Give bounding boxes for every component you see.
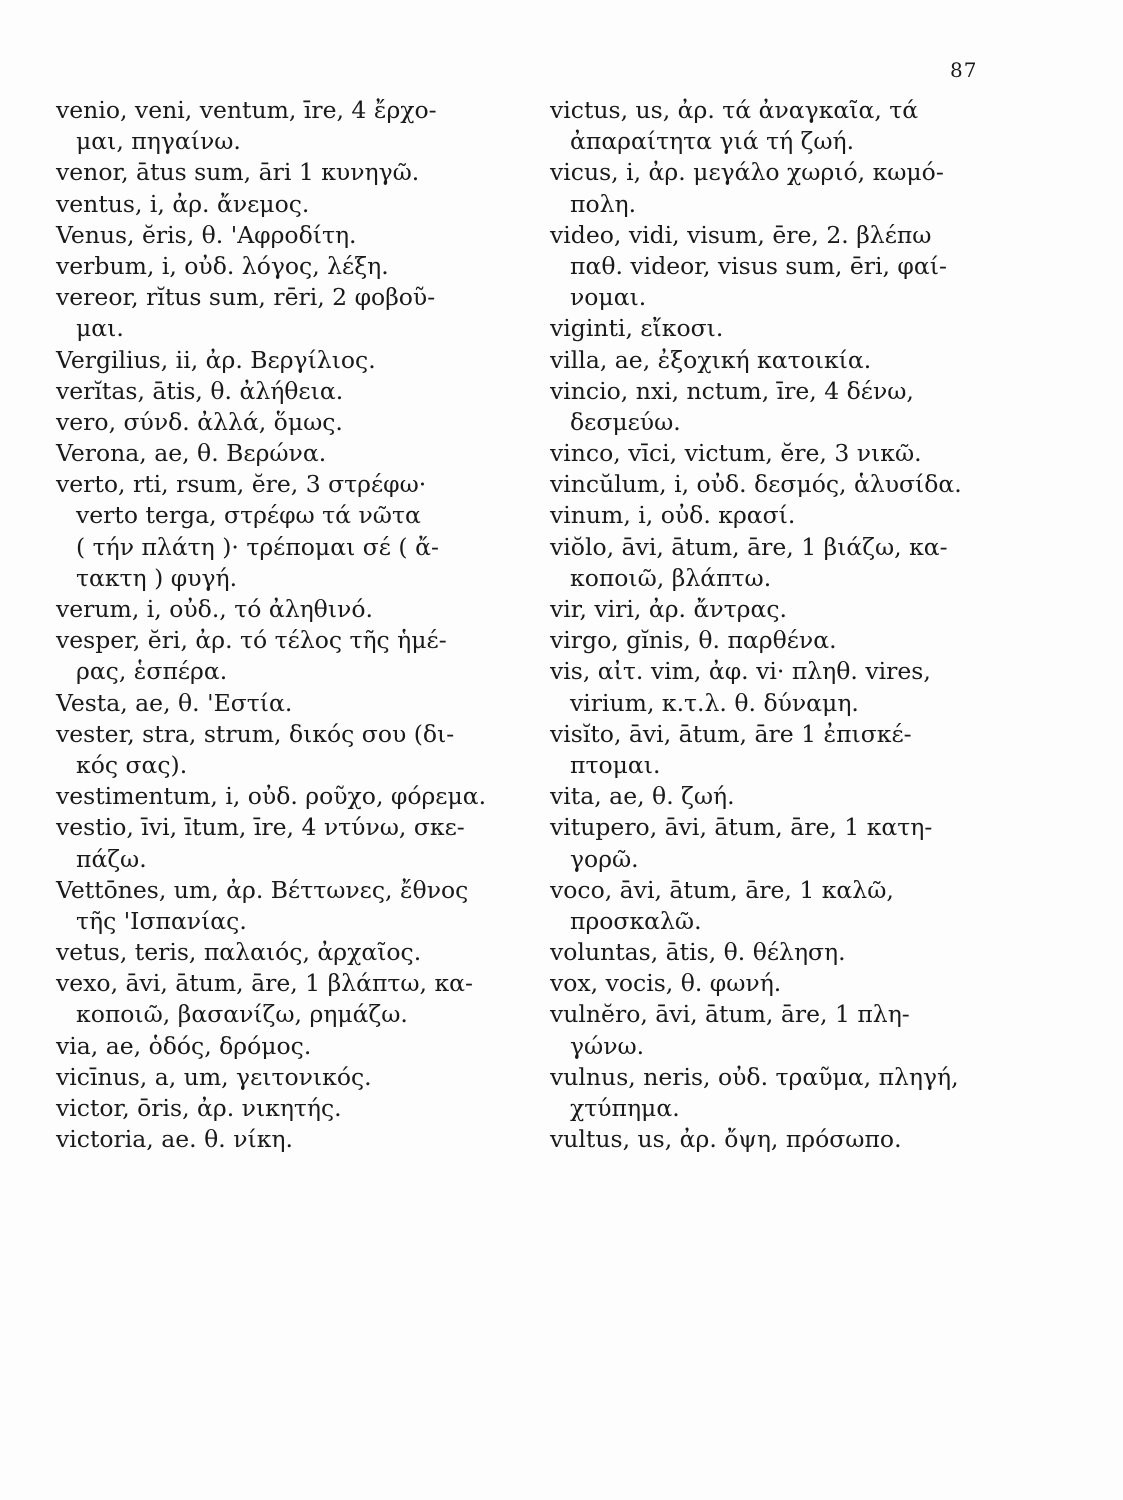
entry-line: vincŭlum, i, οὐδ. δεσμός, ἁλυσίδα. bbox=[550, 470, 962, 499]
entry-continuation-line: πάζω. bbox=[76, 844, 147, 873]
entry-line: vereor, rĭtus sum, rēri, 2 φοβοῦ- bbox=[56, 283, 436, 312]
entry-line: villa, ae, ἐξοχική κατοικία. bbox=[550, 345, 872, 374]
entry-continuation-line: πολη. bbox=[570, 189, 637, 218]
entry-line: Vesta, ae, θ. 'Εστία. bbox=[56, 688, 293, 717]
entry-continuation-line: τακτη ) φυγή. bbox=[76, 563, 238, 592]
entry-line: voco, āvi, ātum, āre, 1 καλῶ, bbox=[550, 875, 894, 904]
entry-line: vicus, i, ἀρ. μεγάλο χωριό, κωμό- bbox=[550, 158, 944, 187]
entry-continuation-line: ( τήν πλάτη )· τρέπομαι σέ ( ἄ- bbox=[76, 532, 439, 561]
entry-line: vulnus, neris, οὐδ. τραῦμα, πληγή, bbox=[550, 1062, 959, 1091]
entry-line: vitupero, āvi, ātum, āre, 1 κατη- bbox=[550, 813, 933, 842]
entry-line: vita, ae, θ. ζωή. bbox=[550, 782, 735, 811]
entry-continuation-line: verto terga, στρέφω τά νῶτα bbox=[76, 501, 421, 530]
entry-line: vestio, īvi, ītum, īre, 4 ντύνω, σκε- bbox=[56, 813, 465, 842]
entry-line: venio, veni, ventum, īre, 4 ἔρχο- bbox=[56, 96, 437, 124]
entry-line: verto, rti, rsum, ĕre, 3 στρέφω· bbox=[56, 470, 427, 499]
right-column bbox=[550, 95, 990, 1155]
entry-line: venor, ātus sum, āri 1 κυνηγῶ. bbox=[56, 158, 420, 187]
entry-line: vesper, ĕri, ἀρ. τό τέλος τῆς ἡμέ- bbox=[56, 626, 447, 655]
entry-line: vester, stra, strum, δικός σου (δι- bbox=[56, 719, 455, 748]
entry-line: virgo, gĭnis, θ. παρθένα. bbox=[550, 626, 837, 655]
entry-continuation-line: μαι. bbox=[76, 314, 124, 343]
entry-line: via, ae, ὁδός, δρόμος. bbox=[56, 1031, 312, 1060]
entry-continuation-line: πτομαι. bbox=[570, 750, 661, 779]
entry-line: vexo, āvi, ātum, āre, 1 βλάπτω, κα- bbox=[56, 969, 473, 998]
entry-line: vis, αἰτ. vim, ἀφ. vi· πληθ. vires, bbox=[550, 657, 931, 686]
entry-line: vox, vocis, θ. φωνή. bbox=[550, 969, 782, 998]
entry-line: Vettōnes, um, ἀρ. Βέττωνες, ἔθνος bbox=[56, 875, 469, 904]
entry-continuation-line: κοποιῶ, βασανίζω, ρημάζω. bbox=[76, 1000, 408, 1029]
entry-continuation-line: ρας, ἑσπέρα. bbox=[76, 657, 228, 686]
entry-line: Verona, ae, θ. Βερώνα. bbox=[56, 439, 327, 468]
entry-line: verum, i, οὐδ., τό ἀληθινό. bbox=[56, 595, 373, 623]
entry-line: Venus, ĕris, θ. 'Αφροδίτη. bbox=[56, 220, 357, 249]
entry-continuation-line: κοποιῶ, βλάπτω. bbox=[570, 563, 772, 592]
entry-continuation-line: παθ. videor, visus sum, ēri, φαί- bbox=[570, 251, 947, 280]
entry-line: Vergilius, ii, ἀρ. Βεργίλιος. bbox=[56, 345, 376, 374]
entry-line: vero, σύνδ. ἀλλά, ὅμως. bbox=[56, 407, 343, 436]
left-column bbox=[56, 95, 496, 1155]
entry-line: victus, us, ἀρ. τά ἀναγκαῖα, τά bbox=[550, 96, 919, 124]
entry-line: voluntas, ātis, θ. θέληση. bbox=[550, 938, 846, 967]
entry-line: viŏlo, āvi, ātum, āre, 1 βιάζω, κα- bbox=[550, 532, 948, 561]
entry-line: vicīnus, a, um, γειτονικός. bbox=[56, 1062, 372, 1091]
entry-line: verbum, i, οὐδ. λόγος, λέξη. bbox=[56, 251, 389, 280]
entry-line: vir, viri, ἀρ. ἄντρας. bbox=[550, 595, 787, 623]
entry-line: visĭto, āvi, ātum, āre 1 ἐπισκέ- bbox=[550, 719, 912, 748]
entry-continuation-line: χτύπημα. bbox=[570, 1094, 680, 1122]
page-number: 87 bbox=[950, 58, 978, 82]
entry-line: vultus, us, ἀρ. ὄψη, πρόσωπο. bbox=[550, 1125, 902, 1154]
entry-continuation-line: κός σας). bbox=[76, 750, 188, 779]
entry-line: viginti, εἴκοσι. bbox=[550, 314, 724, 343]
entry-line: vetus, teris, παλαιός, ἀρχαῖος. bbox=[56, 938, 422, 967]
entry-continuation-line: νομαι. bbox=[570, 283, 647, 312]
entry-line: vinum, i, οὐδ. κρασί. bbox=[550, 501, 796, 530]
entry-continuation-line: δεσμεύω. bbox=[570, 407, 681, 436]
entry-continuation-line: γώνω. bbox=[570, 1031, 645, 1060]
entry-line: ventus, i, ἀρ. ἄνεμος. bbox=[56, 189, 310, 218]
entry-continuation-line: virium, κ.τ.λ. θ. δύναμη. bbox=[570, 688, 859, 717]
entry-line: victor, ōris, ἀρ. νικητής. bbox=[56, 1094, 342, 1122]
entry-continuation-line: γορῶ. bbox=[570, 844, 639, 873]
entry-line: victoria, ae. θ. νίκη. bbox=[56, 1125, 293, 1154]
entry-continuation-line: προσκαλῶ. bbox=[570, 906, 702, 935]
entry-line: vincio, nxi, nctum, īre, 4 δένω, bbox=[550, 376, 914, 405]
entry-line: video, vidi, visum, ēre, 2. βλέπω bbox=[550, 220, 932, 249]
entry-line: vestimentum, i, οὐδ. ροῦχο, φόρεμα. bbox=[56, 782, 487, 811]
entry-continuation-line: ἀπαραίτητα γιά τή ζωή. bbox=[570, 127, 855, 156]
entry-line: vinco, vīci, victum, ĕre, 3 νικῶ. bbox=[550, 439, 922, 468]
entry-line: verĭtas, ātis, θ. ἀλήθεια. bbox=[56, 376, 344, 405]
entry-continuation-line: μαι, πηγαίνω. bbox=[76, 127, 241, 156]
entry-continuation-line: τῆς 'Ισπανίας. bbox=[76, 906, 247, 935]
entry-line: vulnĕro, āvi, ātum, āre, 1 πλη- bbox=[550, 1000, 910, 1029]
